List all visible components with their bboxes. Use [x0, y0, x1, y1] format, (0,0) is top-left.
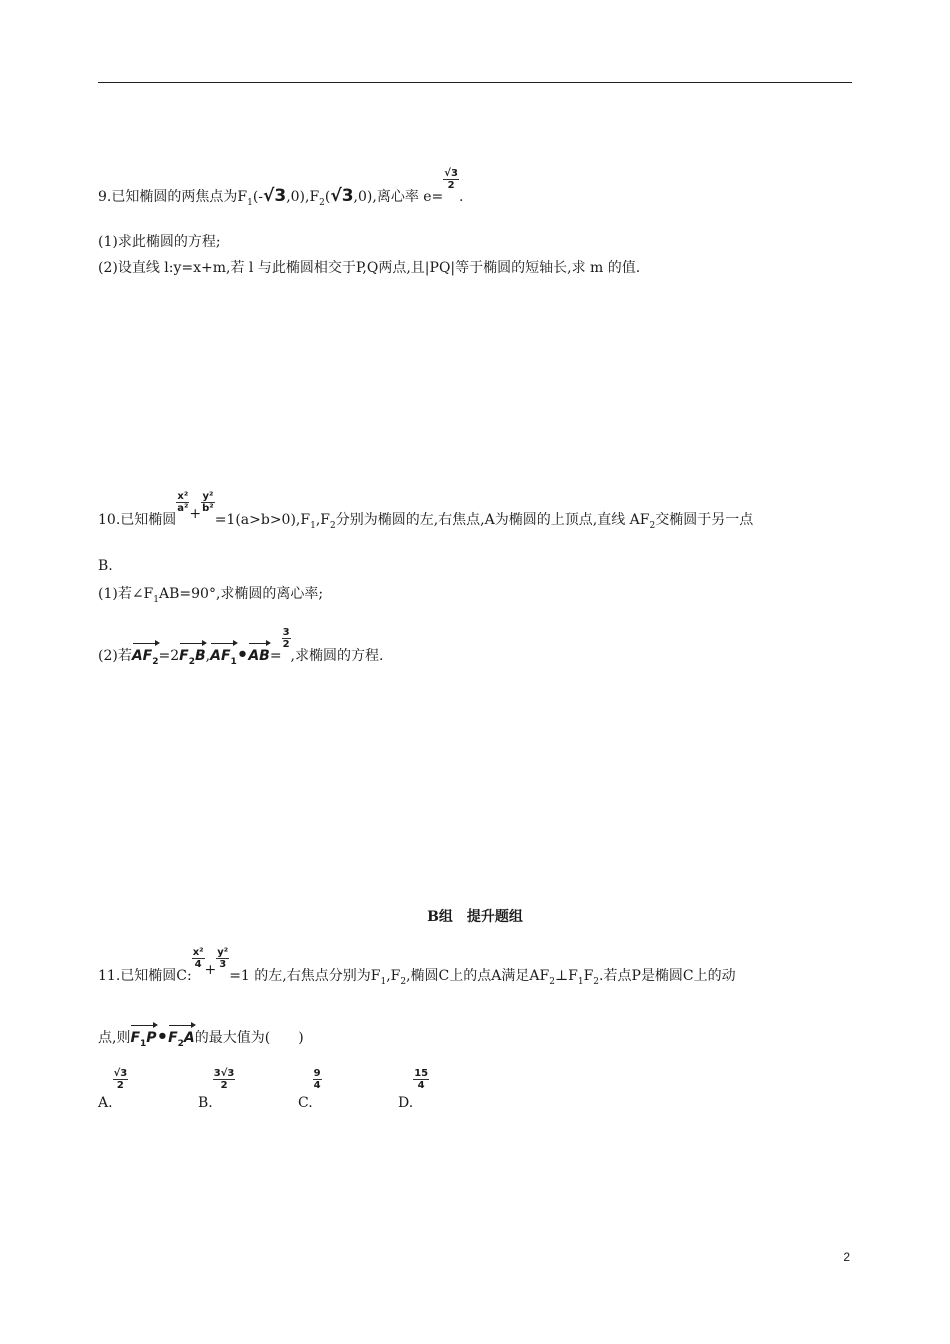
option-b-fraction: $\frac{3√3}{2}$: [213, 1068, 235, 1091]
q11-stem: 11.已知椭圆C: $\frac{\text{x²}}{4}$ + $\frac{\text{y²}}{3}$ =1 的左,右焦点分别为$F_1,F_2$,椭圆C上的点A满足$AF_2\perp F_1F_2$.若点P是椭圆C上的动: [98, 946, 736, 987]
group-heading: B组 提升题组: [427, 909, 523, 925]
sqrt3-symbol: √3: [263, 186, 287, 206]
dot-product-symbol: •: [156, 1026, 169, 1047]
q10-part2: (2)若$AF_2=2F_2B,AF_1•AB=$ $\frac{3}{2}$ ,求椭圆的方程.: [98, 642, 383, 672]
vector-af2: $AF_2$: [132, 642, 159, 672]
q9-stem: 9.已知椭圆的两焦点为$F_1(-√3,0),F_2(√3,0)$,离心率 e= $\frac{√3}{2}$ .: [98, 167, 464, 208]
x2-over-a2: $\frac{\text{x²}}{\text{a²}}$: [177, 490, 189, 514]
y2-over-3: $\frac{\text{y²}}{3}$: [217, 946, 229, 970]
dot-product-symbol: •: [236, 644, 249, 665]
option-c: C. $\frac{9}{4}$: [298, 1068, 321, 1111]
page-number: 2: [843, 1250, 850, 1264]
three-halves-fraction: $\frac{3}{2}$: [282, 626, 290, 650]
eccentricity-fraction: $\frac{√3}{2}$: [444, 167, 458, 191]
header-rule: [98, 82, 852, 83]
x2-over-4: $\frac{\text{x²}}{4}$: [192, 946, 204, 970]
vector-f1p: $F_1P$: [130, 1024, 156, 1054]
vector-f2a: $F_2A$: [168, 1024, 195, 1054]
q10-stem: 10.已知椭圆 $\frac{\text{x²}}{\text{a²}}$ + $\frac{\text{y²}}{\text{b²}}$ $=1(a>b>0),F_1,F_2$分别为椭圆的左,右焦点,A为椭圆的上顶点,直线 $AF_2$交椭圆于另一点: [98, 490, 754, 531]
option-a: A. $\frac{√3}{2}$: [98, 1068, 128, 1111]
option-b: B. $\frac{3√3}{2}$: [198, 1068, 235, 1111]
vector-f2b: $F_2B$: [179, 642, 206, 672]
option-a-fraction: $\frac{√3}{2}$: [113, 1068, 128, 1091]
y2-over-b2: $\frac{\text{y²}}{\text{b²}}$: [202, 490, 214, 514]
vector-ab: AB: [248, 642, 270, 666]
q9-part2: (2)设直线 l:y=x+m,若 l 与此椭圆相交于P,Q两点,且|PQ|等于椭圆的短轴长,求 m 的值.: [98, 260, 641, 276]
q10-part1: (1)若$\angle F_1AB=90^\circ$,求椭圆的离心率;: [98, 586, 324, 605]
q9-part1: (1)求此椭圆的方程;: [98, 234, 221, 250]
sqrt3-symbol: √3: [330, 186, 354, 206]
option-d-fraction: $\frac{15}{4}$: [414, 1068, 429, 1091]
option-c-fraction: $\frac{9}{4}$: [313, 1068, 321, 1091]
q11-line2: 点,则$F_1P•F_2A$的最大值为( ): [98, 1024, 304, 1054]
option-d: D. $\frac{15}{4}$: [398, 1068, 429, 1111]
vector-af1: $AF_1$: [210, 642, 237, 672]
q10-stem-end: B.: [98, 558, 113, 574]
